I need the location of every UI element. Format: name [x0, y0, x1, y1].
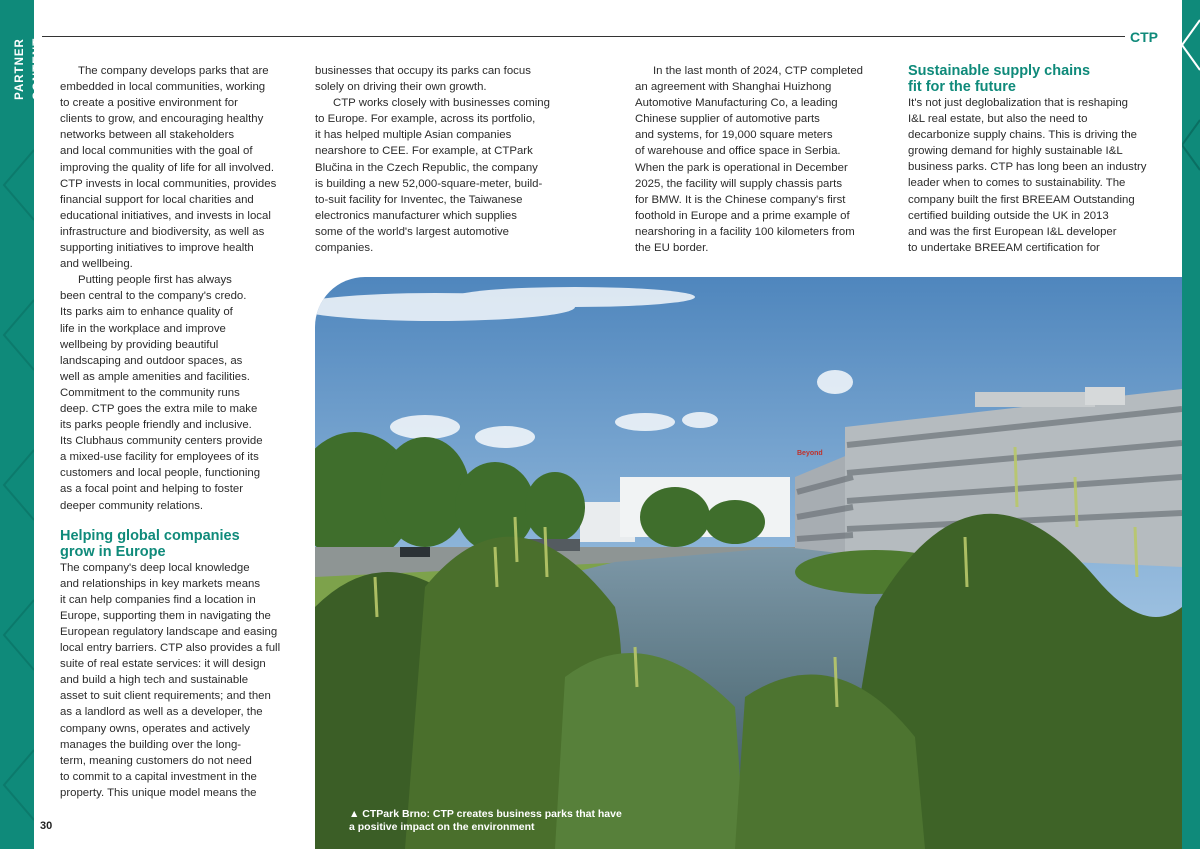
- section-label: PARTNER CONTENT: [14, 37, 44, 101]
- text-line: electronics manufacturer which supplies: [315, 209, 517, 222]
- text-line: company owns, operates and actively: [60, 722, 250, 735]
- paragraph: [60, 560, 296, 801]
- paragraph: [635, 63, 887, 256]
- text-line: to commit to a capital investment in the: [60, 770, 257, 783]
- brand-name: CTP: [1130, 29, 1158, 45]
- text-line: it has helped multiple Asian companies: [315, 129, 512, 142]
- column-4: [908, 63, 1170, 256]
- text-line: to create a positive environment for: [60, 97, 238, 110]
- text-line: certified building outside the UK in 2013: [908, 209, 1109, 222]
- paragraph: [908, 95, 1170, 256]
- text-line: to undertake BREEAM certification for: [908, 241, 1100, 254]
- column-1: [60, 63, 296, 801]
- text-line: as a landlord as well as a developer, the: [60, 706, 263, 719]
- text-line: business parks. CTP has long been an industry: [908, 161, 1147, 174]
- text-line: improving the quality of life for all involved.: [60, 161, 274, 174]
- text-line: It's not just deglobalization that is reshaping: [908, 97, 1128, 109]
- text-line: financial support for local charities and: [60, 193, 254, 206]
- text-line: Its parks aim to enhance quality of: [60, 306, 233, 319]
- text-line: businesses that occupy its parks can focus: [315, 65, 531, 77]
- park-photo: [315, 277, 1182, 849]
- text-line: life in the workplace and improve: [60, 322, 226, 335]
- text-line: suite of real estate services: it will design: [60, 658, 266, 671]
- park-scene: [315, 277, 1182, 849]
- text-line: Automotive Manufacturing Co, a leading: [635, 97, 838, 110]
- text-line: infrastructure and biodiversity, as well as: [60, 225, 265, 238]
- heading-line: Helping global companies: [60, 527, 240, 544]
- text-line: 2025, the facility will supply chassis parts: [635, 177, 843, 190]
- text-line: In the last month of 2024, CTP completed: [653, 65, 864, 77]
- text-line: for BMW. It is the Chinese company's first: [635, 193, 846, 206]
- caption-line: ▲ CTPark Brno: CTP creates business parks that have: [349, 808, 622, 820]
- text-line: and relationships in key markets means: [60, 577, 261, 590]
- paragraph: [315, 63, 567, 95]
- text-line: decarbonize supply chains. This is driving the: [908, 129, 1137, 142]
- text-line: companies.: [315, 242, 374, 255]
- page-number: 30: [40, 820, 53, 832]
- text-line: When the park is operational in December: [635, 161, 848, 174]
- text-line: its parks people friendly and inclusive.: [60, 419, 252, 432]
- text-line: solely on driving their own growth.: [315, 81, 487, 94]
- text-line: company built the first BREEAM Outstanding: [908, 193, 1135, 206]
- text-line: customers and local people, functioning: [60, 467, 261, 480]
- text-line: Its Clubhaus community centers provide: [60, 435, 263, 448]
- text-line: I&L real estate, but also the need to: [908, 113, 1088, 126]
- text-line: and wellbeing.: [60, 258, 133, 271]
- text-line: some of the world's largest automotive: [315, 225, 510, 238]
- text-line: Europe, supporting them in navigating the: [60, 609, 271, 622]
- text-line: as a focal point and helping to foster: [60, 483, 244, 496]
- text-line: well as ample amenities and facilities.: [60, 370, 250, 383]
- heading-line: grow in Europe: [60, 543, 166, 560]
- section-heading: [60, 528, 296, 560]
- text-line: deeper community relations.: [60, 499, 204, 512]
- text-line: the EU border.: [635, 242, 709, 255]
- text-line: property. This unique model means the: [60, 786, 257, 799]
- text-line: landscaping and outdoor spaces, as: [60, 354, 243, 367]
- text-line: an agreement with Shanghai Huizhong: [635, 81, 832, 94]
- heading-line: Sustainable supply chains: [908, 63, 1091, 79]
- text-line: a mixed-use facility for employees of its: [60, 451, 259, 464]
- text-line: asset to suit client requirements; and then: [60, 690, 271, 703]
- header-rule: [42, 36, 1125, 37]
- right-chevron-pattern: [1182, 0, 1200, 849]
- text-line: to-suit facility for Inventec, the Taiwanese: [315, 193, 523, 206]
- text-line: supporting initiatives to improve health: [60, 242, 254, 255]
- text-line: CTP works closely with businesses coming: [333, 97, 550, 110]
- text-line: and was the first European I&L developer: [908, 225, 1117, 238]
- text-line: Commitment to the community runs: [60, 386, 240, 399]
- text-line: European regulatory landscape and easing: [60, 626, 278, 638]
- photo-caption: [349, 808, 622, 833]
- text-line: deep. CTP goes the extra mile to make: [60, 402, 258, 415]
- right-band: [1182, 0, 1200, 849]
- text-line: embedded in local communities, working: [60, 81, 266, 94]
- column-2: [315, 63, 567, 256]
- text-line: term, meaning customers do not need: [60, 754, 252, 767]
- text-line: and systems, for 19,000 square meters: [635, 129, 833, 142]
- caption-line: a positive impact on the environment: [349, 820, 535, 833]
- text-line: growing demand for highly sustainable I&L: [908, 145, 1123, 158]
- text-line: of warehouse and office space in Serbia.: [635, 145, 841, 158]
- section-heading: [908, 63, 1170, 95]
- building-sign: Beyond: [797, 450, 823, 457]
- text-line: manages the building over the long-: [60, 738, 242, 751]
- text-line: it can help companies find a location in: [60, 593, 256, 606]
- text-line: wellbeing by providing beautiful: [60, 338, 219, 351]
- text-line: to Europe. For example, across its portfolio,: [315, 113, 536, 126]
- text-line: educational initiatives, and invests in local: [60, 209, 271, 222]
- column-3: [635, 63, 887, 256]
- text-line: CTP invests in local communities, provides: [60, 177, 277, 190]
- text-line: nearshoring in a facility 100 kilometers from: [635, 225, 855, 238]
- text-line: clients to grow, and encouraging healthy: [60, 113, 264, 126]
- heading-line: fit for the future: [908, 79, 1016, 95]
- text-line: Chinese supplier of automotive parts: [635, 113, 820, 126]
- text-line: is building a new 52,000-square-meter, build-: [315, 177, 543, 190]
- text-line: Blučina in the Czech Republic, the company: [315, 161, 538, 174]
- paragraph: [60, 272, 296, 513]
- text-line: nearshore to CEE. For example, at CTPark: [315, 145, 533, 158]
- text-line: The company's deep local knowledge: [60, 561, 250, 574]
- text-line: The company develops parks that are: [78, 65, 269, 77]
- text-line: and local communities with the goal of: [60, 145, 253, 158]
- text-line: networks between all stakeholders: [60, 129, 235, 142]
- paragraph: [60, 63, 296, 272]
- text-line: leader when to comes to sustainability. The: [908, 177, 1126, 190]
- text-line: Putting people first has always: [78, 274, 232, 287]
- text-line: foothold in Europe and a prime example of: [635, 209, 850, 222]
- text-line: local entry barriers. CTP also provides a full: [60, 642, 281, 655]
- text-line: and build a high tech and sustainable: [60, 674, 249, 687]
- paragraph: [315, 95, 567, 256]
- text-line: been central to the company's credo.: [60, 290, 247, 303]
- side-band: [0, 0, 44, 849]
